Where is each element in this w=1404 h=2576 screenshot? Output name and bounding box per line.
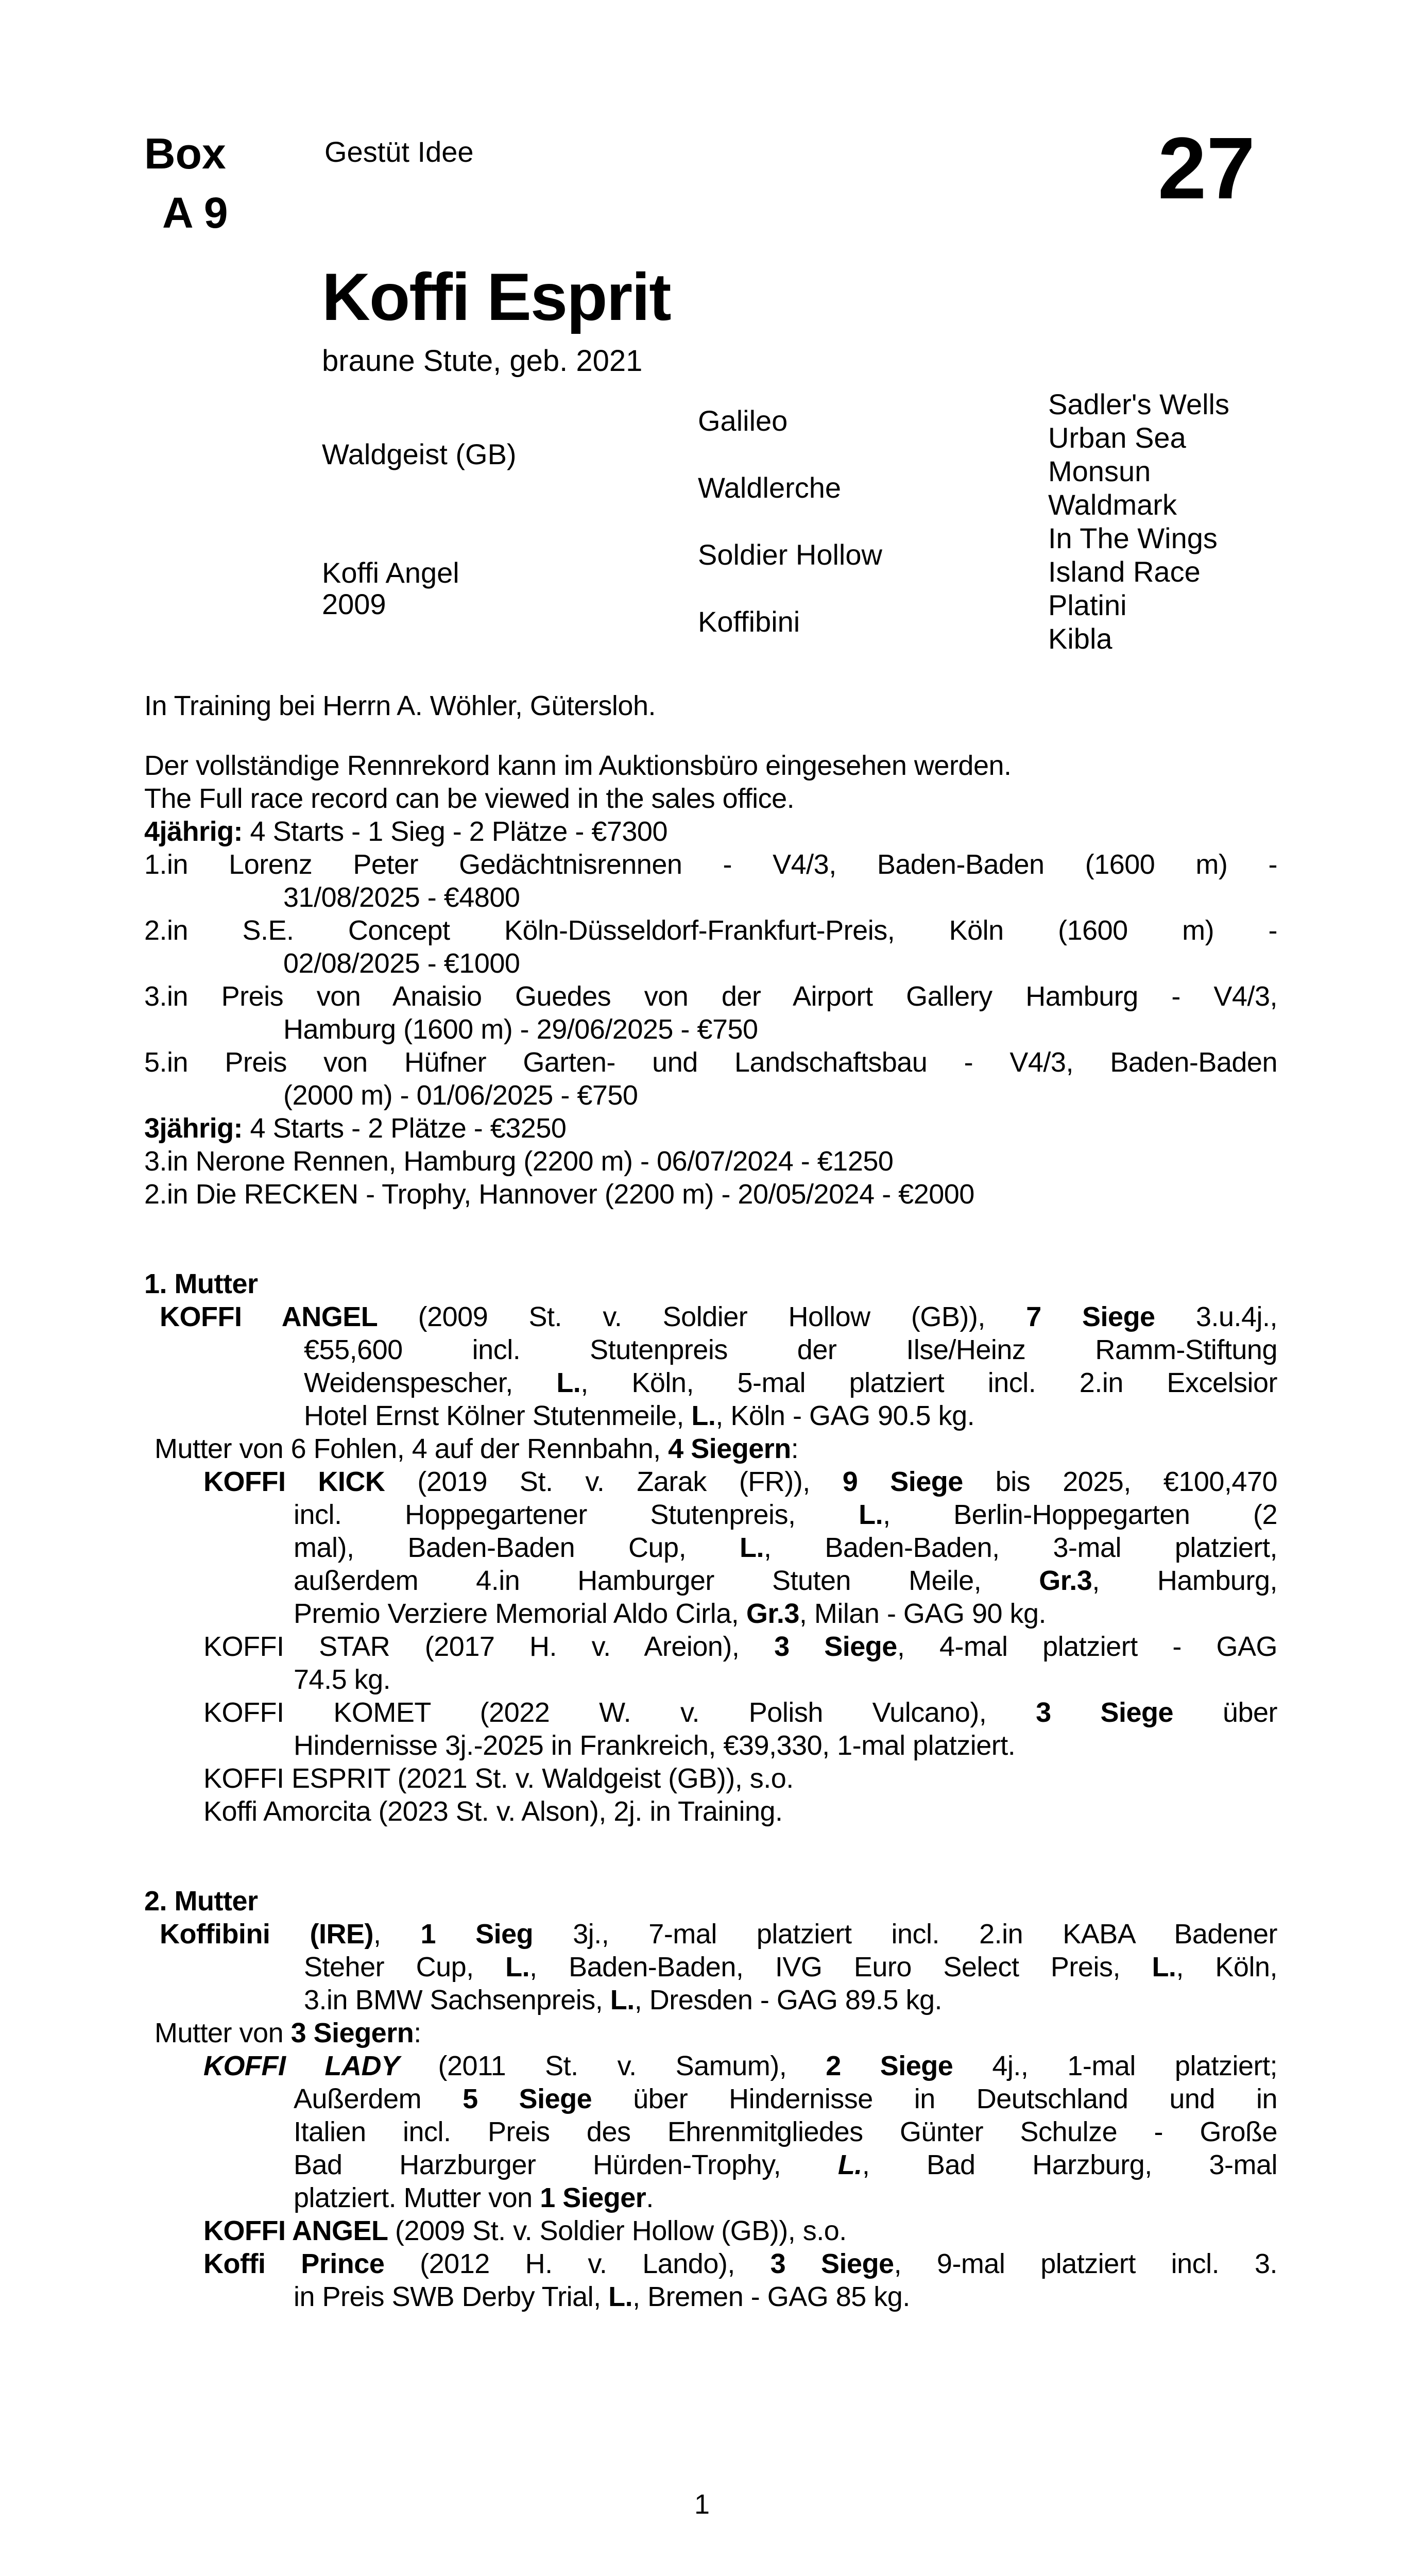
produce-line: Steher Cup, L., Baden-Baden, IVG Euro Select Preis, L., Köln,: [304, 1952, 1277, 1983]
produce-line: Koffi Amorcita (2023 St. v. Alson), 2j. in Training.: [203, 1796, 783, 1827]
horse-name: Koffi Esprit: [322, 259, 671, 335]
produce-line: KOFFI KOMET (2022 W. v. Polish Vulcano), 3 Siege über: [203, 1697, 1277, 1728]
produce-line: Koffi Prince (2012 H. v. Lando), 3 Siege, 9-mal platziert incl. 3.: [203, 2248, 1278, 2280]
produce-line: incl. Hoppegartener Stutenpreis, L., Berlin-Hoppegarten (2: [294, 1499, 1277, 1531]
produce-line: platziert. Mutter von 1 Sieger.: [294, 2182, 654, 2214]
pedigree-dam-dam: Koffibini: [698, 605, 800, 638]
pedigree-sire-dam: Waldlerche: [698, 471, 842, 504]
race-result-line: Hamburg (1600 m) - 29/06/2025 - €750: [283, 1014, 758, 1045]
body-text: [144, 689, 1277, 2313]
produce-line: KOFFI ESPRIT (2021 St. v. Waldgeist (GB)), s.o.: [203, 1763, 794, 1794]
pedigree-sire-sire: Galileo: [698, 404, 788, 437]
section-heading-2nd-dam: 2. Mutter: [144, 1886, 258, 1917]
lot-number: 27: [1157, 120, 1255, 217]
record-notice-en: The Full race record can be viewed in the sales office.: [144, 783, 795, 815]
training-note: In Training bei Herrn A. Wöhler, Gütersloh.: [144, 690, 656, 722]
pedigree-sire: Waldgeist (GB): [322, 438, 517, 471]
pedigree-dam-sire: Soldier Hollow: [698, 538, 882, 571]
race-result-line: 3.in Preis von Anaisio Guedes von der Airport Gallery Hamburg - V4/3,: [144, 981, 1277, 1012]
pedigree-gen3-1: Sadler's Wells: [1048, 387, 1229, 420]
record-notice-de: Der vollständige Rennrekord kann im Auktionsbüro eingesehen werden.: [144, 750, 1012, 782]
produce-line: Weidenspescher, L., Köln, 5-mal platziert incl. 2.in Excelsior: [304, 1367, 1277, 1399]
race-result-line: 3.in Nerone Rennen, Hamburg (2200 m) - 06/07/2024 - €1250: [144, 1146, 894, 1177]
race-result-line: 5.in Preis von Hüfner Garten- und Landschaftsbau - V4/3, Baden-Baden: [144, 1047, 1277, 1078]
produce-line: außerdem 4.in Hamburger Stuten Meile, Gr.3, Hamburg,: [294, 1565, 1277, 1597]
pedigree-dam: [322, 557, 698, 620]
pedigree-gen3-8: Kibla: [1048, 622, 1112, 655]
page-number: 1: [694, 2489, 710, 2520]
produce-line: Hindernisse 3j.-2025 in Frankreich, €39,330, 1-mal platziert.: [294, 1730, 1016, 1761]
produce-line: KOFFI ANGEL (2009 St. v. Soldier Hollow (GB)), 7 Siege 3.u.4j.,: [160, 1301, 1278, 1333]
box-label: Box: [144, 129, 226, 178]
produce-line: KOFFI LADY (2011 St. v. Samum), 2 Siege 4j., 1-mal platziert;: [203, 2050, 1277, 2082]
pedigree-gen3-5: In The Wings: [1048, 521, 1218, 554]
race-result-line: 2.in S.E. Concept Köln-Düsseldorf-Frankfurt-Preis, Köln (1600 m) -: [144, 915, 1277, 946]
produce-line: KOFFI KICK (2019 St. v. Zarak (FR)), 9 Siege bis 2025, €100,470: [203, 1466, 1278, 1498]
produce-line: KOFFI ANGEL (2009 St. v. Soldier Hollow (GB)), s.o.: [203, 2215, 847, 2247]
race-result-line: (2000 m) - 01/06/2025 - €750: [283, 1080, 638, 1111]
race-summary-4yo: 4jährig: 4 Starts - 1 Sieg - 2 Plätze - €7300: [144, 816, 667, 848]
produce-line: Außerdem 5 Siege über Hindernisse in Deutschland und in: [294, 2083, 1277, 2115]
page-content: [144, 120, 1278, 2313]
pedigree-dam-year: 2009: [322, 588, 386, 621]
produce-line: Mutter von 6 Fohlen, 4 auf der Rennbahn, 4 Siegern:: [155, 1433, 799, 1465]
section-heading-1st-dam: 1. Mutter: [144, 1268, 258, 1300]
produce-line: €55,600 incl. Stutenpreis der Ilse/Heinz Ramm-Stiftung: [304, 1334, 1277, 1366]
horse-details: braune Stute, geb. 2021: [322, 344, 643, 378]
produce-line: Bad Harzburger Hürden-Trophy, L., Bad Harzburg, 3-mal: [294, 2149, 1277, 2181]
produce-line: Premio Verziere Memorial Aldo Cirla, Gr.3, Milan - GAG 90 kg.: [294, 1598, 1047, 1630]
pedigree-dam-name: Koffi Angel: [322, 556, 459, 589]
produce-line: Italien incl. Preis des Ehrenmitgliedes Günter Schulze - Große: [294, 2116, 1277, 2148]
produce-line: mal), Baden-Baden Cup, L., Baden-Baden, 3-mal platziert,: [294, 1532, 1277, 1564]
pedigree-gen3-2: Urban Sea: [1048, 421, 1186, 454]
pedigree-gen3-4: Waldmark: [1048, 488, 1177, 521]
produce-line: KOFFI STAR (2017 H. v. Areion), 3 Siege, 4-mal platziert - GAG: [203, 1631, 1277, 1663]
page-header: [144, 120, 1277, 238]
race-summary-3yo: 3jährig: 4 Starts - 2 Plätze - €3250: [144, 1113, 567, 1144]
pedigree-gen3-6: Island Race: [1048, 555, 1201, 588]
race-result-line: 31/08/2025 - €4800: [283, 882, 520, 913]
produce-line: 3.in BMW Sachsenpreis, L., Dresden - GAG 89.5 kg.: [304, 1985, 943, 2016]
pedigree-table: [322, 387, 1277, 655]
produce-line: Koffibini (IRE), 1 Sieg 3j., 7-mal platziert incl. 2.in KABA Badener: [160, 1919, 1277, 1950]
produce-line: Mutter von 3 Siegern:: [155, 2018, 421, 2049]
produce-line: Hotel Ernst Kölner Stutenmeile, L., Köln - GAG 90.5 kg.: [304, 1400, 975, 1432]
pedigree-gen3-7: Platini: [1048, 588, 1127, 621]
produce-line: 74.5 kg.: [294, 1664, 391, 1696]
race-result-line: 2.in Die RECKEN - Trophy, Hannover (2200 m) - 20/05/2024 - €2000: [144, 1179, 974, 1210]
produce-line: in Preis SWB Derby Trial, L., Bremen - GAG 85 kg.: [294, 2281, 910, 2313]
pedigree-gen3-3: Monsun: [1048, 454, 1151, 487]
race-result-line: 1.in Lorenz Peter Gedächtnisrennen - V4/3, Baden-Baden (1600 m) -: [144, 849, 1277, 880]
consignor-name: Gestüt Idee: [324, 135, 474, 168]
box-number: A 9: [162, 188, 228, 237]
race-result-line: 02/08/2025 - €1000: [283, 948, 520, 979]
box-block: [144, 129, 324, 238]
